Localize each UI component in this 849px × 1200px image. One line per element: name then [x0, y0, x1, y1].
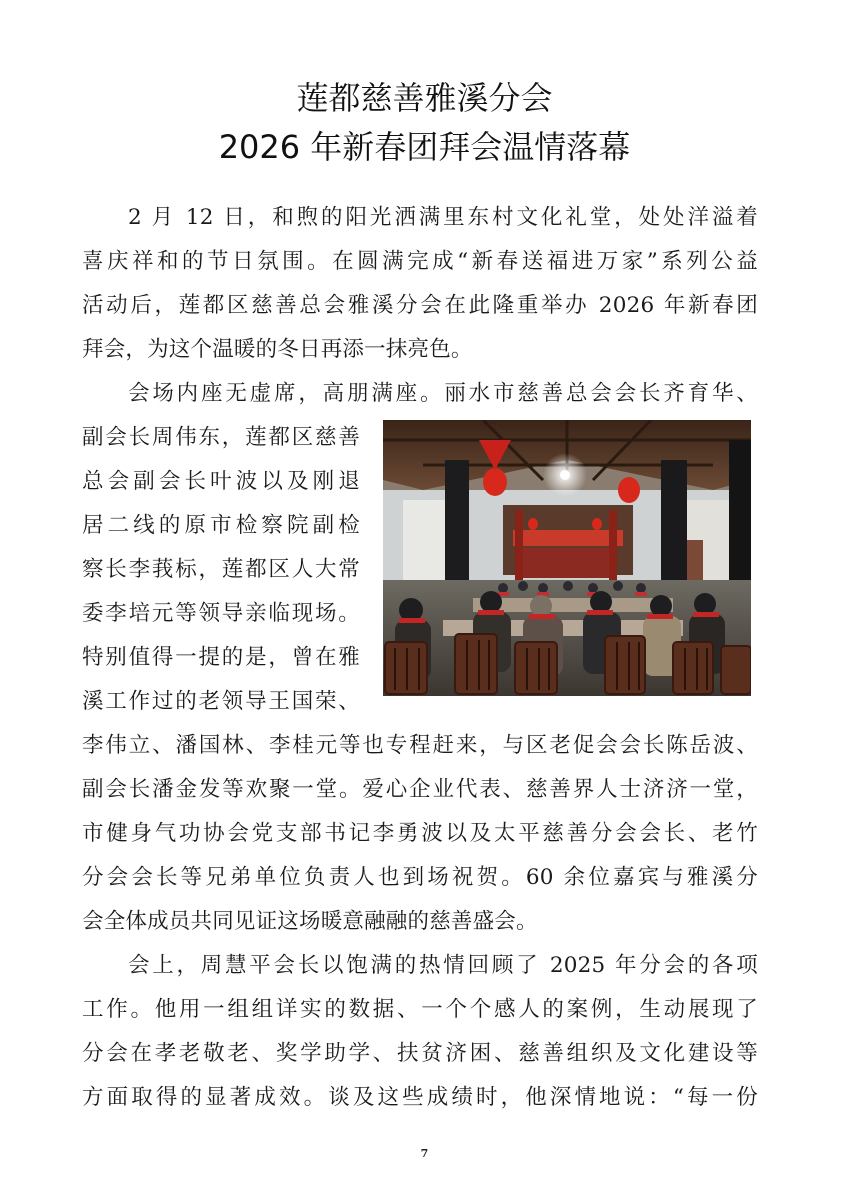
body-line: 总会副会长叶波以及刚退	[82, 469, 360, 494]
title-line-1: 莲都慈善雅溪分会	[296, 79, 553, 117]
body-line: 会上，周慧平会长以饱满的热情回顾了 2025 年分会的各项	[128, 953, 758, 978]
title-line-2: 2026 年新春团拜会温情落幕	[218, 128, 631, 166]
body-line: 察长李莪标，莲都区人大常	[82, 557, 360, 582]
body-line: 会全体成员共同见证这场暖意融融的慈善盛会。	[82, 909, 538, 934]
body-line: 分会会长等兄弟单位负责人也到场祝贺。60 余位嘉宾与雅溪分	[82, 865, 758, 890]
body-line: 拜会，为这个温暖的冬日再添一抹亮色。	[82, 337, 473, 362]
body-line: 委李培元等领导亲临现场。	[82, 601, 360, 626]
body-line: 副会长周伟东，莲都区慈善	[82, 425, 360, 450]
body-line: 活动后，莲都区慈善总会雅溪分会在此隆重举办 2026 年新春团	[82, 293, 758, 318]
body-line: 会场内座无虚席，高朋满座。丽水市慈善总会会长齐育华、	[128, 381, 758, 406]
body-line: 方面取得的显著成效。谈及这些成绩时，他深情地说：“每一份	[82, 1085, 758, 1110]
body-line: 喜庆祥和的节日氛围。在圆满完成“新春送福进万家”系列公益	[82, 249, 758, 274]
body-line: 溪工作过的老领导王国荣、	[82, 689, 360, 714]
body-line: 分会在孝老敬老、奖学助学、扶贫济困、慈善组织及文化建设等	[82, 1041, 758, 1066]
body-line: 特别值得一提的是，曾在雅	[82, 645, 360, 670]
body-line: 工作。他用一组组详实的数据、一个个感人的案例，生动展现了	[82, 997, 758, 1022]
body-line: 市健身气功协会党支部书记李勇波以及太平慈善分会会长、老竹	[82, 821, 758, 846]
body-line: 2 月 12 日，和煦的阳光洒满里东村文化礼堂，处处洋溢着	[128, 205, 758, 230]
page-number: 7	[420, 1147, 429, 1160]
body-line: 居二线的原市检察院副检	[82, 513, 360, 538]
event-photo	[383, 420, 751, 696]
body-line: 李伟立、潘国林、李桂元等也专程赶来，与区老促会会长陈岳波、	[82, 733, 758, 758]
body-line: 副会长潘金发等欢聚一堂。爱心企业代表、慈善界人士济济一堂，	[82, 777, 758, 802]
